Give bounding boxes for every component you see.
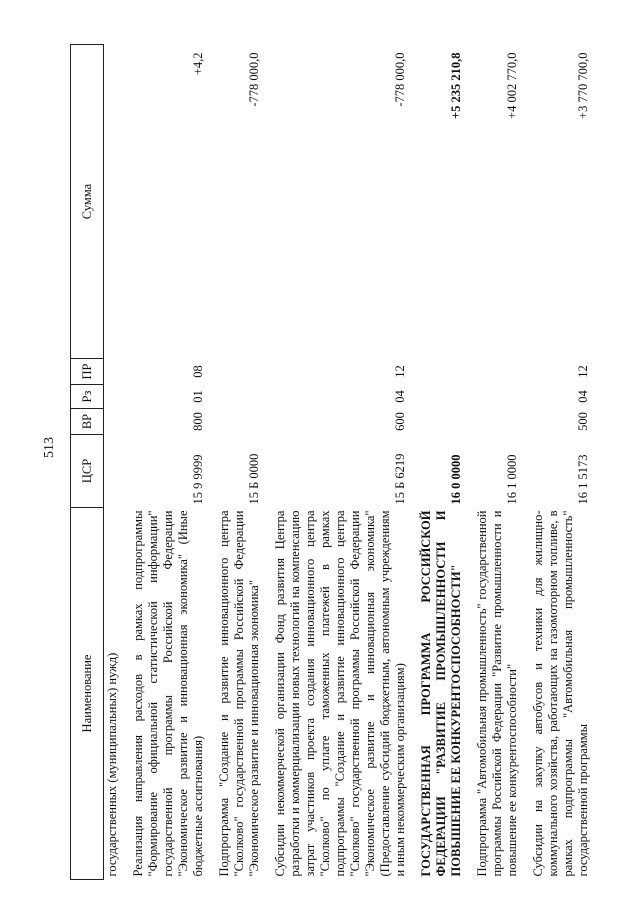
header-name: Наименование [71,508,104,880]
table-row [264,45,410,880]
row-vr [466,409,522,435]
row-pr [104,359,123,385]
row-rz [208,385,264,409]
row-rz: 04 [393,390,407,403]
row-rz: 01 [191,390,205,403]
row-pr [208,359,264,385]
row-pr: 12 [576,365,590,378]
page-number: 513 [42,437,57,458]
table-row [122,45,208,880]
row-sum: -778 000,0 [393,52,407,107]
row-name: Реализация направления расходов в рамках подпрограммы "Формирование официальной статистической информации" государственной программы Российской Федерации "Экономическое развитие и инновационная экономика" (Иные бюджетные ассигнования) [131,510,205,877]
row-csr: 16 0 0000 [449,454,463,505]
row-csr [104,435,123,508]
row-name: Субсидии некоммерческой организации Фонд развития Центра разработки и коммерциализации новых технологий на компенсацию затрат участников проекта создания инновационного центра "Сколково" по уплате таможенных платежей в рамках подпрограммы "Создание и развитие инновационного центра "Сколково" государственной программы Российской Федерации "Экономическое развитие и инновационная экономика" (Предоставление субсидий бюджетным, автономным учреждениям и иным некоммерческим организациям) [273,510,407,877]
row-vr [208,409,264,435]
row-rz [466,385,522,409]
header-csr: ЦСР [71,435,104,508]
row-vr: 500 [576,412,590,431]
header-pr: ПР [71,359,104,385]
budget-table [70,44,593,880]
header-rz: Рз [71,385,104,409]
row-name: Подпрограмма "Автомобильная промышленность" государственной программы Российской Федерации "Развитие промышленности и повышение ее конкурентоспособности" [475,510,519,877]
header-sum: Сумма [71,45,104,359]
row-vr [410,409,466,435]
row-csr: 15 9 9999 [191,454,205,505]
row-rz [410,385,466,409]
row-name: Субсидии на закупку автобусов и техники для жилищно-коммунального хозяйства, работающих на газомоторном топливе, в рамках подпрограммы "Автомобильная промышленность" государственной программы [531,510,590,877]
row-pr: 08 [191,365,205,378]
table-row [466,45,522,880]
row-csr: 15 Б 6219 [393,453,407,505]
row-sum: +4 002 770,0 [505,52,519,119]
row-name: Подпрограмма "Создание и развитие инновационного центра "Сколково" государственной программы Российской Федерации "Экономическое развитие и инновационная экономика" [217,510,261,877]
row-csr: 16 1 0000 [505,454,519,505]
row-sum: +4,2 [191,52,205,76]
table-row [522,45,593,880]
row-name: ГОСУДАРСТВЕННАЯ ПРОГРАММА РОССИЙСКОЙ ФЕДЕРАЦИИ "РАЗВИТИЕ ПРОМЫШЛЕННОСТИ И ПОВЫШЕНИЕ ЕЕ КОНКУРЕНТОСПОСОБНОСТИ" [419,510,463,877]
row-sum: -778 000,0 [247,52,261,107]
row-vr [104,409,123,435]
row-sum [104,45,123,359]
header-vr: ВР [71,409,104,435]
row-csr: 15 Б 0000 [247,453,261,505]
row-name: государственных (муниципальных) нужд) [105,652,119,877]
row-rz: 04 [576,390,590,403]
table-row [410,45,466,880]
row-csr: 16 1 5173 [576,454,590,505]
row-pr: 12 [393,365,407,378]
row-pr [466,359,522,385]
row-vr: 600 [393,412,407,431]
budget-sheet [70,45,600,880]
row-sum: +3 770 700,0 [576,52,590,119]
table-header-row [71,45,104,880]
table-row [208,45,264,880]
row-vr: 800 [191,412,205,431]
row-pr [410,359,466,385]
row-sum: +5 235 210,8 [449,52,463,119]
table-row [104,45,123,880]
row-rz [104,385,123,409]
